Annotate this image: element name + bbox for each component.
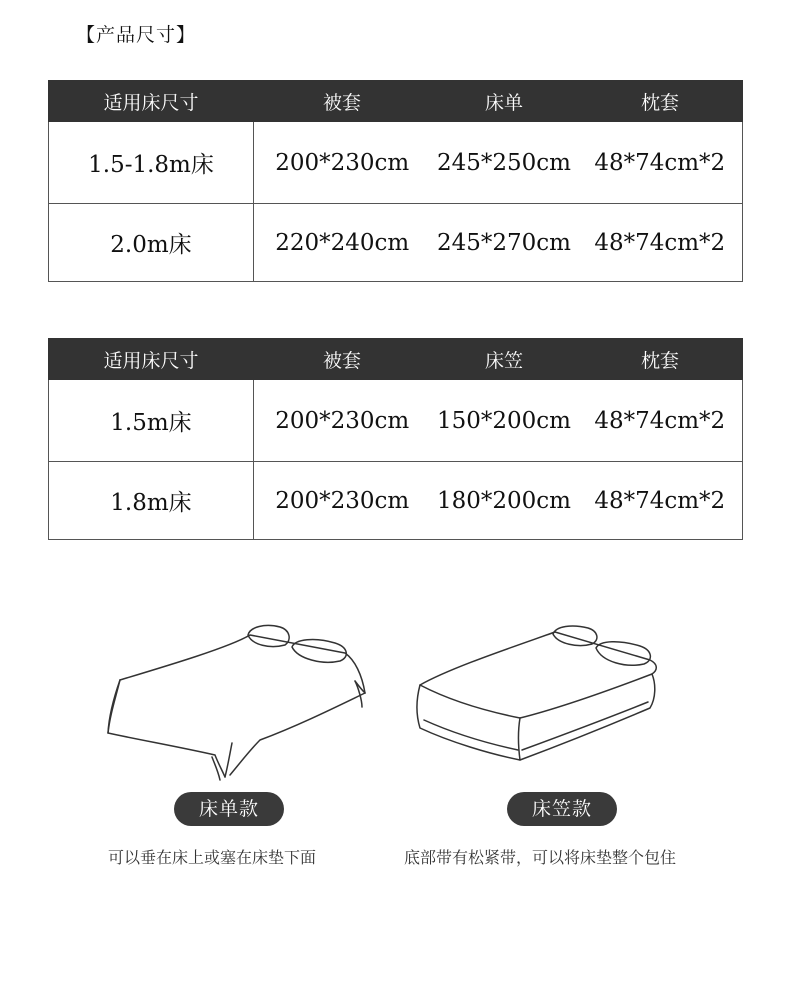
cell-bed-size: 1.5m床 [49, 380, 254, 462]
fitted-sheet-size-table [48, 338, 743, 540]
cell-fitted-sheet: 150*200cm [431, 380, 578, 462]
pillow-icon [596, 642, 650, 665]
cell-pillowcase: 48*74cm*2 [578, 462, 743, 540]
cell-flat-sheet: 245*270cm [431, 204, 578, 282]
header-pillowcase: 枕套 [578, 339, 743, 380]
cell-duvet-cover: 200*230cm [254, 380, 431, 462]
cell-pillowcase: 48*74cm*2 [578, 122, 743, 204]
flat-sheet-size-table [48, 80, 743, 282]
cell-bed-size: 1.8m床 [49, 462, 254, 540]
cell-bed-size: 2.0m床 [49, 204, 254, 282]
section-title: 【产品尺寸】 [76, 24, 197, 46]
flat-sheet-bed-illustration [100, 615, 370, 785]
cell-duvet-cover: 200*230cm [254, 122, 431, 204]
cell-flat-sheet: 245*250cm [431, 122, 578, 204]
table-row [49, 462, 743, 540]
cell-pillowcase: 48*74cm*2 [578, 204, 743, 282]
header-duvet-cover: 被套 [254, 339, 431, 380]
header-fitted-sheet: 床笠 [431, 339, 578, 380]
cell-bed-size: 1.5-1.8m床 [49, 122, 254, 204]
flat-sheet-caption: 可以垂在床上或塞在床垫下面 [108, 848, 317, 867]
header-bed-size: 适用床尺寸 [49, 339, 254, 380]
header-bed-size: 适用床尺寸 [49, 81, 254, 122]
table-header-row [49, 81, 743, 122]
header-duvet-cover: 被套 [254, 81, 431, 122]
cell-duvet-cover: 200*230cm [254, 462, 431, 540]
fitted-sheet-caption: 底部带有松紧带，可以将床垫整个包住 [404, 848, 677, 867]
table-row [49, 204, 743, 282]
header-pillowcase: 枕套 [578, 81, 743, 122]
table-row [49, 122, 743, 204]
cell-pillowcase: 48*74cm*2 [578, 380, 743, 462]
pillow-icon [292, 640, 346, 663]
fitted-sheet-style-badge: 床笠款 [507, 792, 617, 826]
cell-fitted-sheet: 180*200cm [431, 462, 578, 540]
flat-sheet-style-badge: 床单款 [174, 792, 284, 826]
fitted-sheet-bed-illustration [410, 620, 670, 765]
table-header-row [49, 339, 743, 380]
cell-duvet-cover: 220*240cm [254, 204, 431, 282]
header-flat-sheet: 床单 [431, 81, 578, 122]
table-row [49, 380, 743, 462]
